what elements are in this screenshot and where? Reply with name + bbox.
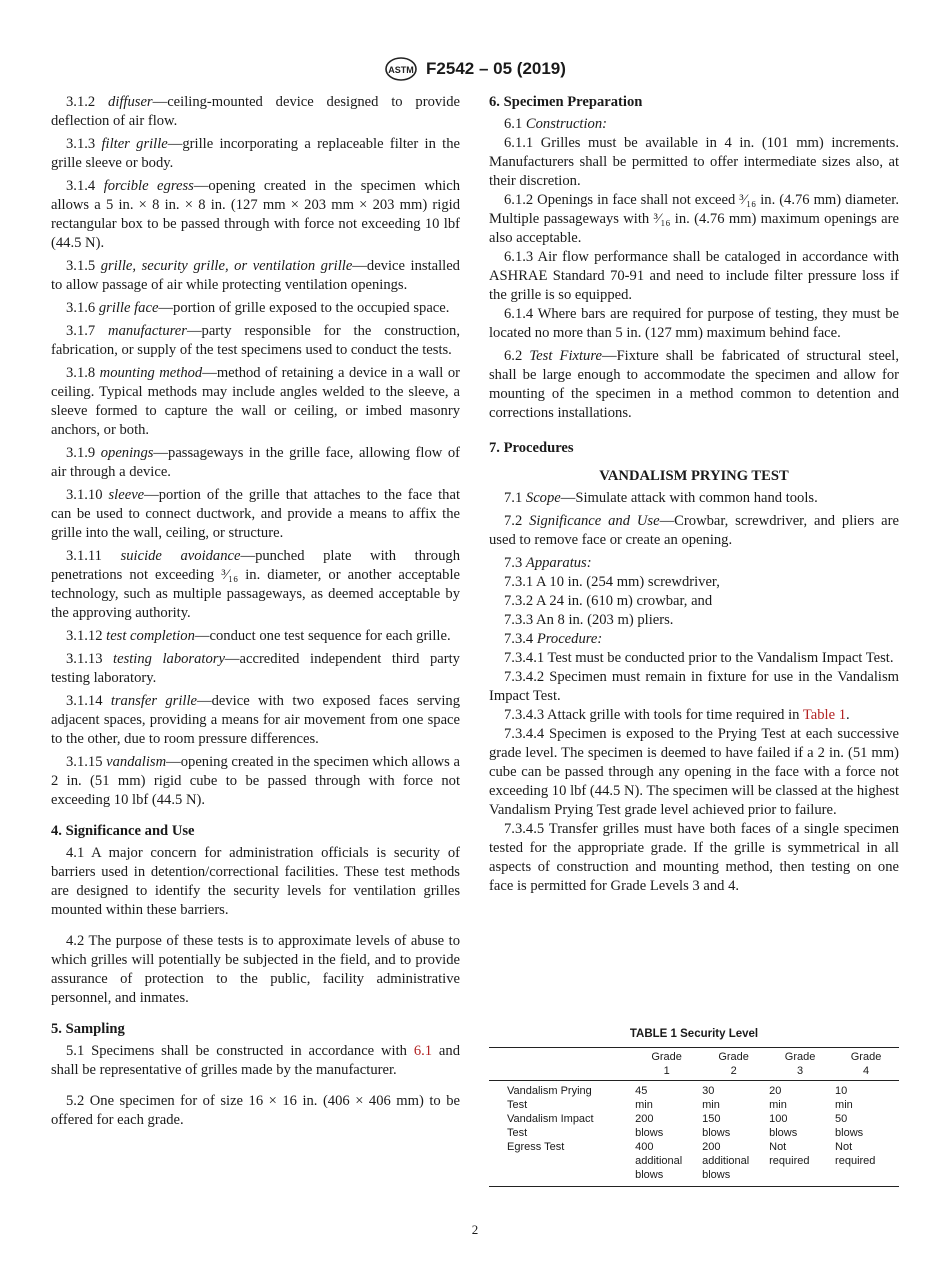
paragraph-4-2: 4.2 The purpose of these tests is to approximate levels of abuse to which grilles will potentially be subjected in the field, and to provide assurance of protection to the public, facility administrative personnel, and inmates.: [51, 933, 460, 1006]
definition-3-1-11: 3.1.11 suicide avoidance—punched plate with through penetrations not exceeding ³⁄₁₆ in. diameter, or another acceptable technology, such as multiple passageways, as deemed acceptable by the approving authority.: [51, 548, 460, 621]
paragraph-7-3-3: 7.3.3 An 8 in. (203 m) pliers.: [504, 612, 674, 628]
row-label-egress-test: Egress Test: [489, 1140, 633, 1187]
paragraph-5-1: 5.1 Specimens shall be constructed in accordance with 6.1 and shall be representative of grilles made by the manufacturer.: [51, 1043, 460, 1078]
table-header-grade-4: Grade 4: [833, 1048, 899, 1081]
table-header-grade-2: Grade 2: [700, 1048, 767, 1081]
paragraph-7-3: 7.3 Apparatus:: [504, 555, 592, 571]
section-7-heading: 7. Procedures: [489, 440, 574, 456]
paragraph-7-3-4-4: 7.3.4.4 Specimen is exposed to the Prying Test at each successive grade level. The specimen is deemed to have failed if a 2 in. (51 mm) cube can be passed through any opening in the face with a force not exceeding 10 lbf (44.5 N). The specimen will be classed at the highest Vandalism Prying Test grade level achieved prior to failure.: [489, 726, 899, 818]
paragraph-7-1: 7.1 Scope—Simulate attack with common hand tools.: [504, 490, 818, 506]
table-header-blank: [489, 1048, 633, 1081]
table-row: [489, 1081, 899, 1113]
paragraph-7-3-4: 7.3.4 Procedure:: [504, 631, 603, 647]
table-cell: 10 min: [835, 1085, 853, 1111]
astm-logo-icon: [384, 56, 418, 82]
table-header-row: [489, 1048, 899, 1081]
page-number: 2: [471, 1222, 479, 1237]
link-section-6-1[interactable]: 6.1: [413, 1043, 433, 1059]
section-5-heading: 5. Sampling: [51, 1021, 125, 1037]
paragraph-7-3-4-2: 7.3.4.2 Specimen must remain in fixture for use in the Vandalism Impact Test.: [489, 669, 899, 704]
definition-3-1-13: 3.1.13 testing laboratory—accredited independent third party testing laboratory.: [51, 651, 460, 686]
table-cell: 150 blows: [702, 1113, 731, 1139]
definition-3-1-10: 3.1.10 sleeve—portion of the grille that attaches to the face that can be used to connect ductwork, and provide a means to affix the grille into the wall, ceiling, or structure.: [51, 487, 460, 541]
paragraph-6-1-4: 6.1.4 Where bars are required for purpose of testing, they must be located no more than 5 in. (127 mm) maximum behind face.: [489, 306, 899, 341]
table-cell: 45 min: [635, 1085, 653, 1111]
table-cell: 200 blows: [635, 1113, 664, 1139]
paragraph-6-2: 6.2 Test Fixture—Fixture shall be fabricated of structural steel, shall be large enough to accommodate the specimen and allow for mounting of the specimen in a method common to detention and corrections installations.: [489, 348, 899, 421]
security-level-table-block: [489, 1027, 899, 1187]
table-row: [489, 1140, 899, 1187]
table-cell: 50 blows: [835, 1113, 864, 1139]
table-cell: Not required: [767, 1140, 833, 1187]
definition-3-1-9: 3.1.9 openings—passageways in the grille face, allowing flow of air through a device.: [51, 445, 460, 480]
paragraph-6-1-1: 6.1.1 Grilles must be available in 4 in. (101 mm) increments. Manufacturers shall be permitted to offer intermediate sizes also, at their discretion.: [489, 135, 899, 189]
definition-3-1-4: 3.1.4 forcible egress—opening created in the specimen which allows a 5 in. × 8 in. × 8 in. (127 mm × 203 mm × 203 mm) rigid rectangular box to be passed through with force not exceeding 10 lbf (44.5 N).: [51, 178, 461, 251]
svg-text:ASTM: ASTM: [388, 65, 414, 75]
row-label-vandalism-prying: Vandalism Prying Test: [507, 1085, 592, 1111]
definition-3-1-5: 3.1.5 grille, security grille, or ventilation grille—device installed to allow passage of air while protecting ventilation openings.: [51, 258, 460, 293]
table-cell: 400 additional blows: [633, 1140, 700, 1187]
paragraph-6-1-3: 6.1.3 Air flow performance shall be cataloged in accordance with ASHRAE Standard 70-91 and need to include filter pressure loss if the grille is so equipped.: [489, 249, 899, 303]
vandalism-prying-test-heading: VANDALISM PRYING TEST: [599, 468, 789, 484]
row-label-vandalism-impact: Vandalism Impact Test: [507, 1113, 594, 1139]
table-cell: 100 blows: [769, 1113, 798, 1139]
left-column: [51, 93, 460, 1130]
link-table-1[interactable]: Table 1: [802, 707, 847, 723]
paragraph-4-1: 4.1 A major concern for administration officials is security of barriers used in detention/correctional facilities. These test methods are designed to identify the security levels for ventilation grilles mounted within these barriers.: [51, 845, 460, 918]
paragraph-7-3-1: 7.3.1 A 10 in. (254 mm) screwdriver,: [504, 574, 720, 590]
table-header-grade-1: Grade 1: [633, 1048, 700, 1081]
paragraph-7-3-4-3: 7.3.4.3 Attack grille with tools for time required in Table 1.: [504, 707, 850, 723]
table-title: TABLE 1 Security Level: [629, 1028, 759, 1040]
definition-3-1-6: 3.1.6 grille face—portion of grille exposed to the occupied space.: [66, 300, 450, 316]
security-level-table: [489, 1047, 899, 1187]
definition-3-1-14: 3.1.14 transfer grille—device with two exposed faces serving adjacent spaces, providing a means for air movement from one space to the other, due to room pressure differences.: [51, 693, 460, 747]
section-6-heading: 6. Specimen Preparation: [489, 94, 643, 110]
section-4-heading: 4. Significance and Use: [51, 823, 195, 839]
definition-3-1-15: 3.1.15 vandalism—opening created in the specimen which allows a 2 in. (51 mm) rigid cube to be passed through with force not exceeding 10 lbf (44.5 N).: [51, 754, 460, 808]
paragraph-7-3-4-1: 7.3.4.1 Test must be conducted prior to the Vandalism Impact Test.: [504, 650, 894, 666]
definition-3-1-7: 3.1.7 manufacturer—party responsible for the construction, fabrication, or supply of the test specimens used to conduct the tests.: [51, 323, 460, 358]
definition-3-1-8: 3.1.8 mounting method—method of retaining a device in a wall or ceiling. Typical methods may include angles welded to the sleeve, a sleeve formed to capture the wall or ceiling, or imbed masonry anchors, or both.: [51, 365, 460, 438]
definition-3-1-2: 3.1.2 diffuser—ceiling-mounted device designed to provide deflection of air flow.: [51, 94, 461, 129]
table-cell: 30 min: [702, 1085, 720, 1111]
paragraph-6-1-2: 6.1.2 Openings in face shall not exceed ³⁄₁₆ in. (4.76 mm) diameter. Multiple passageways with ³⁄₁₆ in. (4.76 mm) maximum openings are also acceptable.: [489, 192, 899, 246]
table-header-grade-3: Grade 3: [767, 1048, 833, 1081]
page-header: [0, 56, 950, 82]
table-cell: 200 additional blows: [700, 1140, 767, 1187]
paragraph-6-1: 6.1 Construction:: [504, 116, 607, 132]
paragraph-7-3-4-5: 7.3.4.5 Transfer grilles must have both faces of a single specimen tested for the appropriate grade. If the grille is symmetrical in all aspects of construction and mounting method, then testing on one face is permitted for Grade Levels 3 and 4.: [489, 821, 899, 894]
paragraph-7-3-2: 7.3.2 A 24 in. (610 m) crowbar, and: [504, 593, 713, 609]
document-designation: F2542 – 05 (2019): [426, 59, 566, 78]
paragraph-5-2: 5.2 One specimen for of size 16 × 16 in. (406 × 406 mm) to be offered for each grade.: [51, 1093, 460, 1128]
table-row: [489, 1112, 899, 1140]
definition-3-1-12: 3.1.12 test completion—conduct one test sequence for each grille.: [66, 628, 451, 644]
paragraph-7-2: 7.2 Significance and Use—Crowbar, screwdriver, and pliers are used to remove face or create an opening.: [489, 513, 899, 548]
table-cell: Not required: [833, 1140, 899, 1187]
right-column: [489, 93, 899, 896]
definition-3-1-3: 3.1.3 filter grille—grille incorporating a replaceable filter in the grille sleeve or body.: [51, 136, 460, 171]
table-cell: 20 min: [769, 1085, 787, 1111]
